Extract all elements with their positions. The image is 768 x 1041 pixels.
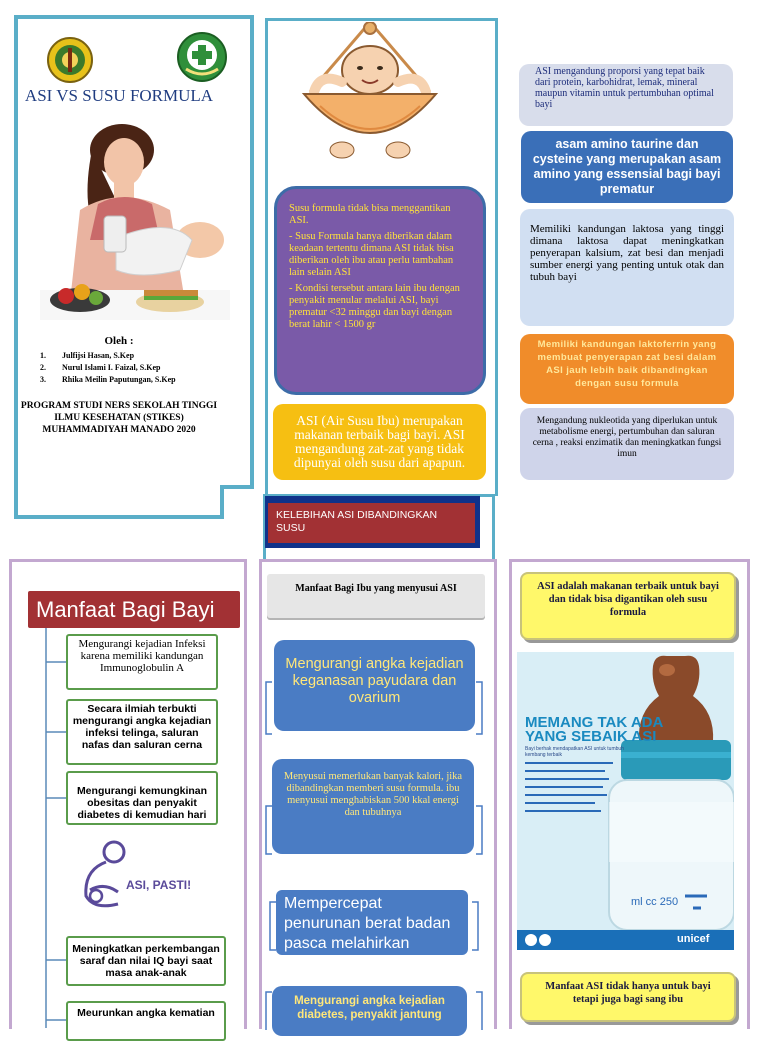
baby-benefit-item: Secara ilmiah terbukti mengurangi angka kejadian infeksi telinga, saluran nafas dan saluran cerna [66, 699, 218, 765]
unicef-poster [517, 652, 734, 950]
authors-heading: Oleh : [104, 335, 134, 347]
stikes-logo-icon [176, 31, 228, 83]
program-text: PROGRAM STUDI NERS SEKOLAH TINGGI ILMU KESEHATAN (STIKES) MUHAMMADIYAH MANADO 2020 [20, 401, 218, 435]
mother-benefit-item: Mengurangi angka kejadian keganasan payudara dan ovarium [274, 640, 475, 731]
poster-title: MEMANG TAK ADA YANG SEBAIK ASI [525, 714, 664, 745]
university-logo-icon [46, 36, 94, 84]
asi-definition-box: ASI (Air Susu Ibu) merupakan makanan terbaik bagi bayi. ASI mengandung zat-zat yang tidak dipunyai oleh susu dari apapun. [273, 404, 486, 480]
poster-subtitle: Bayi berhak mendapatkan ASI untuk tumbuh kembang terbaik [525, 746, 624, 758]
baby-benefit-item: Meningkatkan perkembangan saraf dan nilai IQ bayi saat masa anak-anak [66, 936, 226, 986]
asi-pasti-graphic [74, 838, 224, 918]
authors-list [40, 350, 240, 386]
baby-benefits-title: Manfaat Bagi Bayi [28, 591, 240, 628]
baby-illustration [280, 22, 460, 177]
formula-info-box: Susu formula tidak bisa menggantikan ASI. - Susu Formula hanya diberikan dalam keadaan tertentu dimana ASI tidak bisa diberikan oleh ibu atau perlu tambahan lain selain ASI - Kondisi tersebut antara lain ibu dengan penyakit menular melalui ASI, bayi prematur <32 minggu dan bayi dengan berat lahir < 1500 gr [274, 186, 486, 395]
mother-benefit-callout: Manfaat ASI tidak hanya untuk bayi tetapi juga bagi sang ibu [520, 972, 736, 1022]
unicef-logo: unicef [677, 933, 710, 945]
mother-feeding-photo [20, 120, 238, 320]
benefit-box-lactose: Memiliki kandungan laktosa yang tinggi dimana laktosa dapat meningkatkan penyerapan kalsium, zat besi dan menjadi sumber energi yang penting untuk otak dan tubuh bayi [520, 209, 734, 326]
asi-pasti-label: ASI, PASTI! [126, 878, 192, 892]
bottle-illustration [517, 652, 734, 950]
asi-best-callout: ASI adalah makanan terbaik untuk bayi dan tidak bisa digantikan oleh susu formula [520, 572, 736, 640]
benefit-box-amino: asam amino taurine dan cysteine yang merupakan asam amino yang essensial bagi bayi prematur [521, 131, 733, 203]
benefit-box-nucleotide: Mengandung nukleotida yang diperlukan untuk metabolisme energi, pertumbuhan dan saluran cerna , reaksi enzimatik dan meningkatkan fungsi imun [520, 408, 734, 480]
breastfeeding-icon [74, 838, 134, 918]
mother-benefit-item: Menyusui memerlukan banyak kalori, jika dibandingkan memberi susu formula. ibu menyusui menghabiskan 500 kkal energi dan tubuhnya [272, 759, 474, 854]
bottle-scale: ml cc 250 [631, 896, 679, 908]
benefit-box-lactoferrin: Memiliki kandungan laktoferrin yang membuat penyerapan zat besi dalam ASI jauh lebih baik dibandingkan dengan susu formula [520, 334, 734, 404]
mother-benefit-item: Mempercepat penurunan berat badan pasca melahirkan [276, 890, 468, 955]
mother-benefits-title: Manfaat Bagi Ibu yang menyusui ASI [267, 574, 485, 618]
mother-benefit-item: Mengurangi angka kejadian diabetes, penyakit jantung [272, 986, 467, 1036]
baby-benefit-item: Mengurangi kejadian Infeksi karena memiliki kandungan Immunoglobulin A [66, 634, 218, 690]
author-item: 2. Nurul Islami I. Faizal, S.Kep [40, 363, 161, 372]
baby-benefit-item: Mengurangi kemungkinan obesitas dan penyakit diabetes di kemudian hari [66, 771, 218, 825]
benefit-box-nutrients: ASI mengandung proporsi yang tepat baik dari protein, karbohidrat, lemak, mineral maupun vitamin untuk pertumbuhan optimal bayi [519, 64, 733, 126]
author-item: 3. Rhika Meilin Paputungan, S.Kep [40, 375, 176, 384]
page-fold [220, 485, 254, 519]
page-title: ASI VS SUSU FORMULA [24, 86, 214, 105]
kelebihan-heading: KELEBIHAN ASI DIBANDINGKAN SUSU [268, 503, 475, 543]
author-item: 1. Julfijsi Hasan, S.Kep [40, 351, 135, 360]
baby-benefit-item: Meurunkan angka kematian [66, 1001, 226, 1041]
